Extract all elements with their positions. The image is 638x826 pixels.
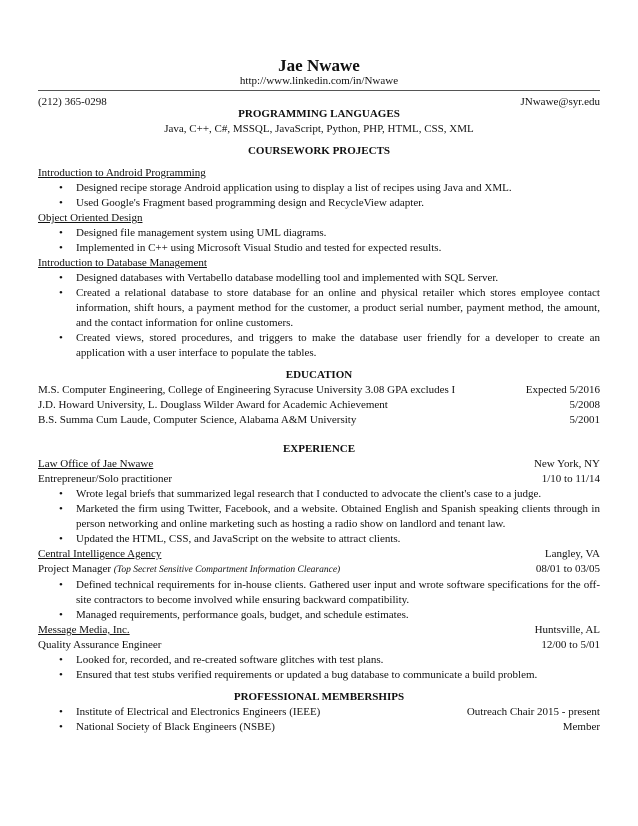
job-employer: Central Intelligence Agency (38, 548, 162, 560)
education-degree: M.S. Computer Engineering, College of Engineering Syracuse University 3.08 GPA excludes I (38, 384, 456, 396)
membership-item (38, 705, 600, 720)
job-dates: 12/00 to 5/01 (541, 639, 600, 651)
project-title: Introduction to Database Management (38, 257, 207, 269)
job-location: New York, NY (533, 458, 600, 470)
job-title: Entrepreneur/Solo practitioner (38, 473, 173, 485)
coursework-heading: COURSEWORK PROJECTS (247, 145, 391, 157)
education-heading: EDUCATION (285, 369, 353, 381)
job-header (38, 623, 600, 638)
project-bullets (38, 226, 600, 256)
job-location: Langley, VA (544, 548, 600, 560)
job-subheader (38, 638, 600, 653)
phone-number: (212) 365-0298 (38, 96, 107, 108)
membership-org: • Institute of Electrical and Electronics Engineers (IEEE) (76, 706, 321, 718)
job-dates: 1/10 to 11/14 (541, 473, 600, 485)
linkedin-url[interactable]: http://www.linkedin.com/in/Nwawe (239, 75, 399, 87)
resume-content (38, 107, 600, 735)
bullet-item: • Created a relational database to store database for an online and physical retailer which stores employee contact information, shift hours, a payment method for the customer, a product serial number, payment method, the amount, and the contact information for online customers. (38, 286, 600, 331)
membership-item (38, 720, 600, 735)
bullet-item: • Created views, stored procedures, and triggers to make the database user friendly for a developer to create an application with a user interface to populate the tables. (38, 331, 600, 361)
education-degree: B.S. Summa Cum Laude, Computer Science, Alabama A&M University (38, 414, 357, 426)
education-entry (38, 398, 600, 413)
education-date: Expected 5/2016 (525, 384, 600, 396)
email-address[interactable]: JNwawe@syr.edu (520, 96, 600, 108)
bullet-item: • Used Google's Fragment based programming design and RecycleView adapter. (38, 196, 600, 211)
bullet-item: • Designed databases with Vertabello database modelling tool and implemented with SQL Server. (38, 271, 600, 286)
bullet-item: • Designed file management system using UML diagrams. (38, 226, 600, 241)
job-bullets (38, 653, 600, 683)
bullet-item: • Looked for, recorded, and re-created software glitches with test plans. (38, 653, 600, 668)
job-title-group (38, 562, 340, 578)
job-header (38, 457, 600, 472)
job-bullets (38, 487, 600, 547)
job-bullets (38, 578, 600, 623)
project-title: Introduction to Android Programming (38, 167, 206, 179)
bullet-item: • Defined technical requirements for in-house clients. Gathered user input and wrote software specifications for the off-site contractors to become involved while ensuring backward compatibility. (38, 578, 600, 608)
candidate-name: Jae Nwawe (278, 56, 360, 75)
education-degree: J.D. Howard University, L. Douglass Wilder Award for Academic Achievement (38, 399, 388, 411)
experience-heading: EXPERIENCE (282, 443, 356, 455)
bullet-item: • Ensured that test stubs verified requirements or updated a bug database to communicate a build problem. (38, 668, 600, 683)
bullet-item: • Managed requirements, performance goals, budget, and schedule estimates. (38, 608, 600, 623)
job-title: Quality Assurance Engineer (38, 639, 162, 651)
project-title: Object Oriented Design (38, 212, 143, 224)
job-subheader (38, 472, 600, 487)
job-title: Project Manager (38, 563, 111, 575)
programming-heading: PROGRAMMING LANGUAGES (238, 108, 400, 120)
bullet-item: • Wrote legal briefs that summarized legal research that I conducted to advocate the client's case to a judge. (38, 487, 600, 502)
job-employer: Message Media, Inc. (38, 624, 130, 636)
membership-role: Outreach Chair 2015 - present (466, 706, 600, 718)
education-date: 5/2001 (569, 414, 600, 426)
job-subheader (38, 562, 600, 578)
education-date: 5/2008 (569, 399, 600, 411)
job-employer: Law Office of Jae Nwawe (38, 458, 154, 470)
job-clearance-note: (Top Secret Sensitive Compartment Information Clearance) (113, 565, 341, 575)
bullet-item: • Marketed the firm using Twitter, Facebook, and a website. Obtained English and Spanish speaking clients through in person networking and online marketing such as hosting a radio show on landlord and tenant law. (38, 502, 600, 532)
education-entry (38, 413, 600, 428)
job-location: Huntsville, AL (534, 624, 600, 636)
project-bullets (38, 271, 600, 361)
membership-list (38, 705, 600, 735)
education-entry (38, 383, 600, 398)
membership-role: Member (562, 721, 600, 733)
memberships-heading: PROFESSIONAL MEMBERSHIPS (233, 691, 405, 703)
bullet-item: • Designed recipe storage Android application using to display a list of recipes using Java and XML. (38, 181, 600, 196)
programming-list: Java, C++, C#, MSSQL, JavaScript, Python, PHP, HTML, CSS, XML (164, 123, 474, 135)
header-divider (38, 90, 600, 91)
job-dates: 08/01 to 03/05 (535, 563, 600, 575)
membership-org: • National Society of Black Engineers (NSBE) (76, 721, 275, 733)
job-header (38, 547, 600, 562)
bullet-item: • Updated the HTML, CSS, and JavaScript on the website to attract clients. (38, 532, 600, 547)
project-bullets (38, 181, 600, 211)
bullet-item: • Implemented in C++ using Microsoft Visual Studio and tested for expected results. (38, 241, 600, 256)
